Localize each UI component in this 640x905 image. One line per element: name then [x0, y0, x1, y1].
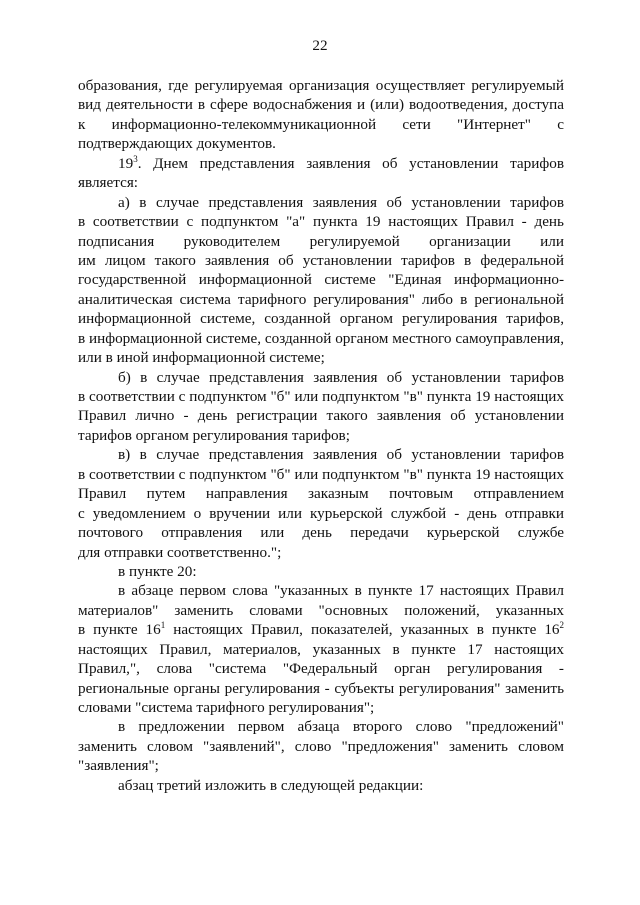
text-line: в соответствии с подпунктом "б" или подпунктом "в" пункта 19 настоящих [78, 388, 564, 405]
document-body [78, 76, 564, 795]
text-line: подписания руководителем регулируемой организации или [78, 232, 564, 250]
text-line: в соответствии с подпунктом "б" или подпунктом "в" пункта 19 настоящих [78, 465, 564, 483]
text-line: Правил лично - день регистрации такого заявления об установлении [78, 407, 564, 425]
text-line: для отправки соответственно."; [78, 543, 282, 561]
superscript: 1 [160, 620, 166, 631]
text-line: "заявления"; [78, 757, 159, 775]
text-line: к информационно-телекоммуникационной сети "Интернет" с [78, 115, 564, 133]
text-line: почтового отправления или день передачи курьерской службе [78, 524, 564, 542]
text-line: образования, где регулируемая организация осуществляет регулируемый [78, 77, 564, 94]
superscript: 3 [133, 153, 138, 164]
text-line: в соответствии с подпунктом "а" пункта 19 настоящих Правил - день [78, 213, 564, 231]
text-line: региональные органы регулирования - субъекты регулирования" заменить [78, 679, 564, 697]
text-line: им лицом такого заявления об установлении тарифов в федеральной [78, 251, 564, 269]
text-line: подтверждающих документов. [78, 135, 276, 153]
text-line: в пункте 20: [118, 562, 197, 580]
text-line [78, 154, 564, 173]
text-line: материалов" заменить словами "основных положений, указанных [78, 601, 564, 619]
text-line: аналитическая система тарифного регулирования" либо в региональной [78, 290, 564, 308]
text-line: в информационной системе, созданной органом местного самоуправления, [78, 329, 564, 347]
page-number: 22 [312, 37, 328, 54]
text-line: в предложении первом абзаца второго слово "предложений" [118, 718, 564, 736]
text-line: абзац третий изложить в следующей редакции: [118, 776, 424, 794]
text-line: государственной информационной системе "Единая информационно- [78, 271, 564, 289]
superscript: 2 [559, 620, 564, 631]
text-fragment: . Днем представления заявления об установлении тарифов [137, 154, 564, 172]
text-line: в абзаце первом слова "указанных в пункте 17 настоящих Правил [118, 582, 564, 600]
text-line: тарифов органом регулирования тарифов; [78, 426, 350, 444]
text-line: является: [78, 174, 139, 192]
text-line: с уведомлением о вручении или курьерской службой - день отправки [78, 504, 564, 522]
text-line: в) в случае представления заявления об установлении тарифов [118, 446, 564, 464]
text-line: вид деятельности в сфере водоснабжения и (или) водоотведения, доступа [78, 96, 564, 114]
text-line [78, 620, 564, 639]
text-fragment: в пункте 16 [78, 621, 161, 639]
text-line: а) в случае представления заявления об установлении тарифов [118, 193, 564, 211]
text-fragment: настоящих Правил, показателей, указанных в пункте 16 [165, 621, 560, 639]
text-line: или в иной информационной системе; [78, 349, 325, 367]
text-fragment: 19 [118, 154, 134, 172]
text-line: заменить словом "заявлений", слово "предложения" заменить словом [78, 737, 564, 755]
text-line: настоящих Правил, материалов, указанных в пункте 17 настоящих [78, 640, 564, 658]
text-line: Правил путем направления заказным почтовым отправлением [78, 485, 564, 503]
text-line: словами "система тарифного регулирования"; [78, 699, 375, 716]
text-line: б) в случае представления заявления об установлении тарифов [118, 368, 564, 386]
text-line: информационной системе, созданной органом регулирования тарифов, [78, 310, 564, 328]
text-line: Правил,", слова "система "Федеральный орган регулирования - [78, 660, 564, 678]
